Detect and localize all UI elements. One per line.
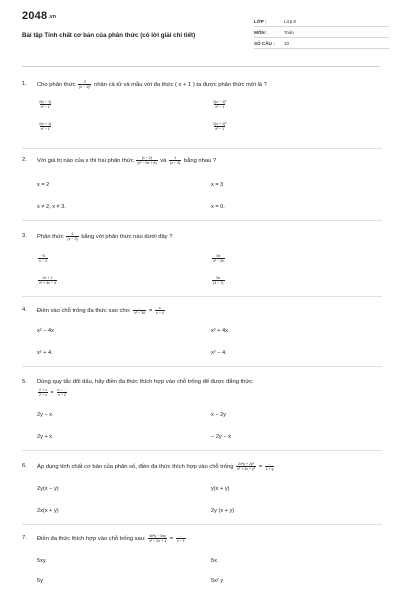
option-a[interactable]: 5xy [37, 558, 46, 564]
stem-text: nhân cả tử và mẫu với đa thức ( x + 1 ) ta được phân thức mới là ? [94, 82, 267, 89]
fraction [38, 254, 48, 263]
meta-key: MÔN : [254, 29, 268, 35]
question-number: 6. [22, 463, 27, 469]
question-text [37, 534, 382, 543]
numerator: 2 + x [39, 388, 47, 392]
question-number: 1. [22, 81, 27, 87]
question-6 [22, 462, 382, 514]
stem-text: = [258, 464, 263, 471]
fraction [212, 276, 225, 285]
fraction [212, 122, 227, 131]
stem-text: Phân thức [37, 234, 64, 241]
question-number: 3. [22, 233, 27, 239]
denominator: (3 − 7) [213, 281, 224, 285]
option-b[interactable]: x² + 4x. [211, 328, 230, 334]
meta-row-class [254, 16, 389, 27]
denominator: x² − 3x [213, 259, 224, 263]
fraction [169, 156, 181, 165]
fraction [236, 462, 256, 471]
question-stem [22, 378, 382, 386]
denominator: x − 3 [39, 259, 47, 263]
question-stem [22, 306, 382, 315]
site-logo[interactable] [22, 10, 56, 22]
fraction [78, 80, 91, 89]
fraction [136, 156, 157, 165]
stem-text: bằng nhau ? [183, 158, 217, 165]
meta-key: SỐ CÂU : [254, 40, 275, 46]
fraction [38, 276, 57, 285]
numerator: 5 [71, 232, 74, 236]
fraction [66, 232, 78, 241]
option-c[interactable]: 5y [37, 578, 43, 584]
denominator: x + y [265, 467, 274, 471]
option-b[interactable] [211, 100, 228, 109]
option-a[interactable] [37, 254, 49, 263]
denominator: x² + 2x + y² [237, 467, 256, 471]
question-text [37, 462, 382, 471]
stem-text: và [160, 158, 167, 165]
meta-key: LỚP : [254, 18, 267, 24]
denominator: x² − 2x + 1 [149, 539, 167, 543]
question-divider [22, 148, 382, 149]
option-c[interactable] [37, 122, 53, 131]
numerator: (x − 2) [141, 156, 153, 160]
option-c[interactable]: 2y + x [37, 434, 53, 440]
numerator: 2(x − 1) [39, 100, 52, 104]
stem-text: Dùng quy tắc đổi dấu, hãy điền đa thức thích hợp vào chỗ trống để được đẳng thức: [37, 379, 254, 385]
option-b[interactable]: 5x [211, 558, 217, 564]
stem-text: Áp dụng tính chất cơ bản của phân số, điền đa thức thích hợp vào chỗ trống [37, 464, 234, 471]
fraction [133, 306, 146, 315]
option-c[interactable] [37, 276, 58, 285]
denominator: (x² − 5x + 6) [137, 161, 157, 165]
option-b[interactable]: x − 2y [211, 412, 227, 418]
denominator: (x − 3) [67, 237, 78, 241]
question-stem [22, 232, 382, 241]
option-c[interactable]: 2x(x + y) [37, 508, 59, 514]
question-divider [22, 296, 382, 297]
fraction [38, 100, 52, 109]
option-b[interactable]: y(x + y) [211, 486, 230, 492]
question-number: 4. [22, 307, 27, 313]
numerator: 2(x + 1) [39, 122, 52, 126]
option-c[interactable]: x² + 4. [37, 350, 53, 356]
question-2 [22, 156, 382, 210]
fraction [38, 388, 48, 397]
denominator: x² − 16 [134, 311, 146, 315]
denominator: x² − 1 [40, 127, 50, 131]
denominator: x − 2 [58, 393, 67, 397]
numerator: x − … [57, 388, 67, 392]
fraction [56, 388, 68, 397]
question-stem [22, 156, 382, 165]
equals-sign: = [50, 389, 54, 396]
question-3 [22, 232, 382, 285]
header [22, 10, 382, 60]
fraction [265, 462, 275, 471]
worksheet-title: Bài tập Tính chất cơ bản của phân thức (có lời giải chi tiết) [22, 32, 196, 39]
logo-suffix: .vn [48, 14, 57, 20]
denominator: x² − 1 [40, 105, 50, 109]
denominator: (x − 1)² [79, 85, 91, 89]
stem-text: Với giá trị nào của x thì hai phân thức [37, 158, 134, 165]
question-number: 5. [22, 379, 27, 385]
question-stem [22, 80, 382, 89]
question-stem [22, 462, 382, 471]
question-7 [22, 534, 382, 584]
header-divider [22, 66, 380, 67]
numerator: −5 [40, 254, 45, 258]
meta-value: Lớp 8 [284, 18, 296, 24]
question-text [37, 306, 382, 315]
option-a[interactable] [37, 100, 53, 109]
fraction [212, 100, 227, 109]
stem-text: Điền đa thức thích hợp vào chỗ trống sau: [37, 536, 146, 543]
question-text [37, 156, 382, 165]
question-divider [22, 220, 382, 221]
option-d[interactable] [211, 122, 228, 131]
question-stem [22, 534, 382, 543]
option-b[interactable] [211, 254, 226, 263]
question-5 [22, 378, 382, 440]
stem-text: Điền vào chỗ trống đa thức sao cho: [37, 308, 131, 315]
stem-text: = [148, 308, 153, 315]
equation-line [37, 388, 69, 397]
fraction [176, 534, 186, 543]
question-text [37, 232, 382, 241]
option-d[interactable]: − 2y − x [211, 434, 231, 440]
denominator: x − 1 [176, 539, 185, 543]
meta-row-subject [254, 27, 389, 38]
meta-value: Toán [284, 29, 294, 35]
numerator: 2(x − 1)² [213, 100, 227, 104]
option-a[interactable]: x² − 4x [37, 328, 54, 334]
numerator: 5x [216, 276, 221, 280]
numerator: x [158, 306, 161, 310]
numerator: 2x + 1 [42, 276, 53, 280]
option-d[interactable]: x = 0. [211, 204, 225, 210]
denominator: 2 − x [39, 393, 47, 397]
denominator: (x − 3) [170, 161, 181, 165]
denominator: x² − 1 [215, 105, 225, 109]
numerator: 1 [174, 156, 177, 160]
fraction [148, 534, 167, 543]
option-a[interactable]: 2y − x [37, 412, 53, 418]
denominator: x² + 4x − 3 [39, 281, 56, 285]
meta-value: 10 [284, 40, 290, 46]
numerator: … [178, 534, 183, 538]
denominator: x² − 1 [215, 127, 225, 131]
numerator: 2 [83, 80, 86, 84]
option-a[interactable]: 2y(x − y) [37, 486, 59, 492]
question-number: 7. [22, 535, 27, 541]
question-divider [22, 524, 382, 525]
numerator: 2x²y + 2y² [238, 462, 255, 466]
numerator: … [267, 462, 272, 466]
option-d[interactable] [211, 276, 226, 285]
denominator: x − 4 [155, 311, 164, 315]
question-divider [22, 450, 382, 451]
question-text [37, 80, 382, 89]
numerator: 5x²y − 5xy [149, 534, 166, 538]
meta-row-count [254, 38, 389, 49]
stem-text: = [169, 536, 174, 543]
numerator: 5x [216, 254, 221, 258]
option-c[interactable]: x ≠ 2, x ≠ 3. [37, 204, 66, 210]
numerator: 2(x + 1)² [213, 122, 227, 126]
meta-table [254, 16, 389, 49]
question-divider [22, 366, 382, 367]
question-1 [22, 80, 382, 131]
option-d[interactable]: 5x² y [211, 578, 224, 584]
option-a[interactable]: x = 2 [37, 182, 50, 188]
logo-text: 2048 [22, 10, 48, 22]
fraction [155, 306, 165, 315]
question-4 [22, 306, 382, 356]
option-d[interactable]: x² − 4. [211, 350, 227, 356]
fraction [212, 254, 225, 263]
stem-text: Cho phân thức [37, 82, 76, 89]
numerator: … [137, 306, 142, 310]
fraction [38, 122, 52, 131]
option-b[interactable]: x = 3 [211, 182, 224, 188]
question-number: 2. [22, 157, 27, 163]
option-d[interactable]: 2y (x + y) [211, 508, 235, 514]
stem-text: bằng với phân thức nào dưới đây ? [81, 234, 173, 241]
question-text [37, 378, 382, 386]
